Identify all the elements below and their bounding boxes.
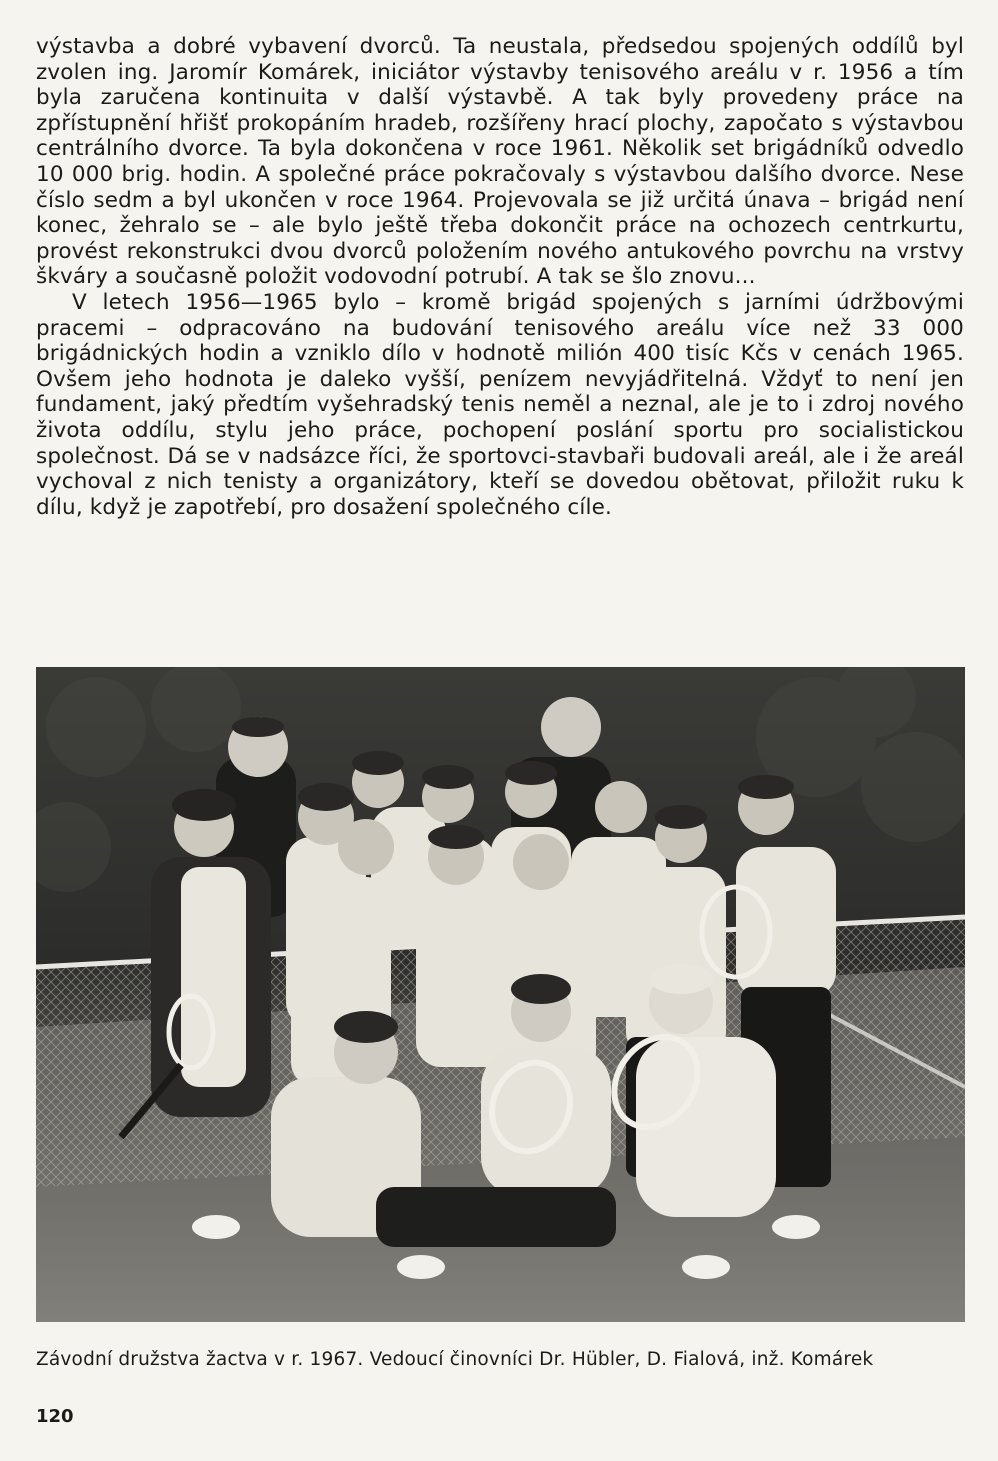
paragraph-2: V letech 1956—1965 bylo – kromě brigád spojených s jarními údržbovými pracemi – odpracováno na budování tenisového areálu více než 33 000 brigádnických hodin a vzniklo dílo v hodnotě milión 400 tisíc Kčs v cenách 1965. Ovšem jeho hodnota je daleko vyšší, penízem nevyjádřitelná. Vždyť to není jen fundament, jaký předtím vyšehradský tenis neměl a neznal, ale je to i zdroj nového života oddílu, stylu jeho práce, pochopení poslání sportu pro socialistickou společnost. Dá se v nadsázce říci, že sportovci-stavbaři budovali areál, ale i že areál vychoval z nich tenisty a organizátory, kteří se dovedou obětovat, přiložit ruku k dílu, když je zapotřebí, pro dosažení společného cíle. bbox=[36, 289, 964, 520]
photo-illustration bbox=[36, 667, 965, 1322]
photo-caption: Závodní družstva žactva v r. 1967. Vedoucí činovníci Dr. Hübler, D. Fialová, inž. Komárek bbox=[36, 1349, 874, 1370]
team-photo bbox=[36, 667, 965, 1322]
paragraph-1: výstavba a dobré vybavení dvorců. Ta neustala, předsedou spojených oddílů byl zvolen ing. Jaromír Komárek, iniciátor výstavby tenisového areálu v r. 1956 a tím byla zaručena kontinuita v další výstavbě. A tak byly provedeny práce na zpřístupnění hřišť prokopáním hradeb, rozšířeny hrací plochy, započato s výstavbou centrálního dvorce. Ta byla dokončena v roce 1961. Několik set brigádníků odvedlo 10 000 brig. hodin. A společné práce pokračovaly s výstavbou dalšího dvorce. Nese číslo sedm a byl ukončen v roce 1964. Projevovala se již určitá únava – brigád není konec, žehralo se – ale bylo ještě třeba dokončit práce na ochozech centrkurtu, provést rekonstrukci dvou dvorců položením nového antukového povrchu na vrstvy škváry a současně položit vodovodní potrubí. A tak se šlo znovu... bbox=[36, 34, 964, 290]
body-text bbox=[36, 34, 964, 520]
page-number: 120 bbox=[36, 1406, 74, 1427]
